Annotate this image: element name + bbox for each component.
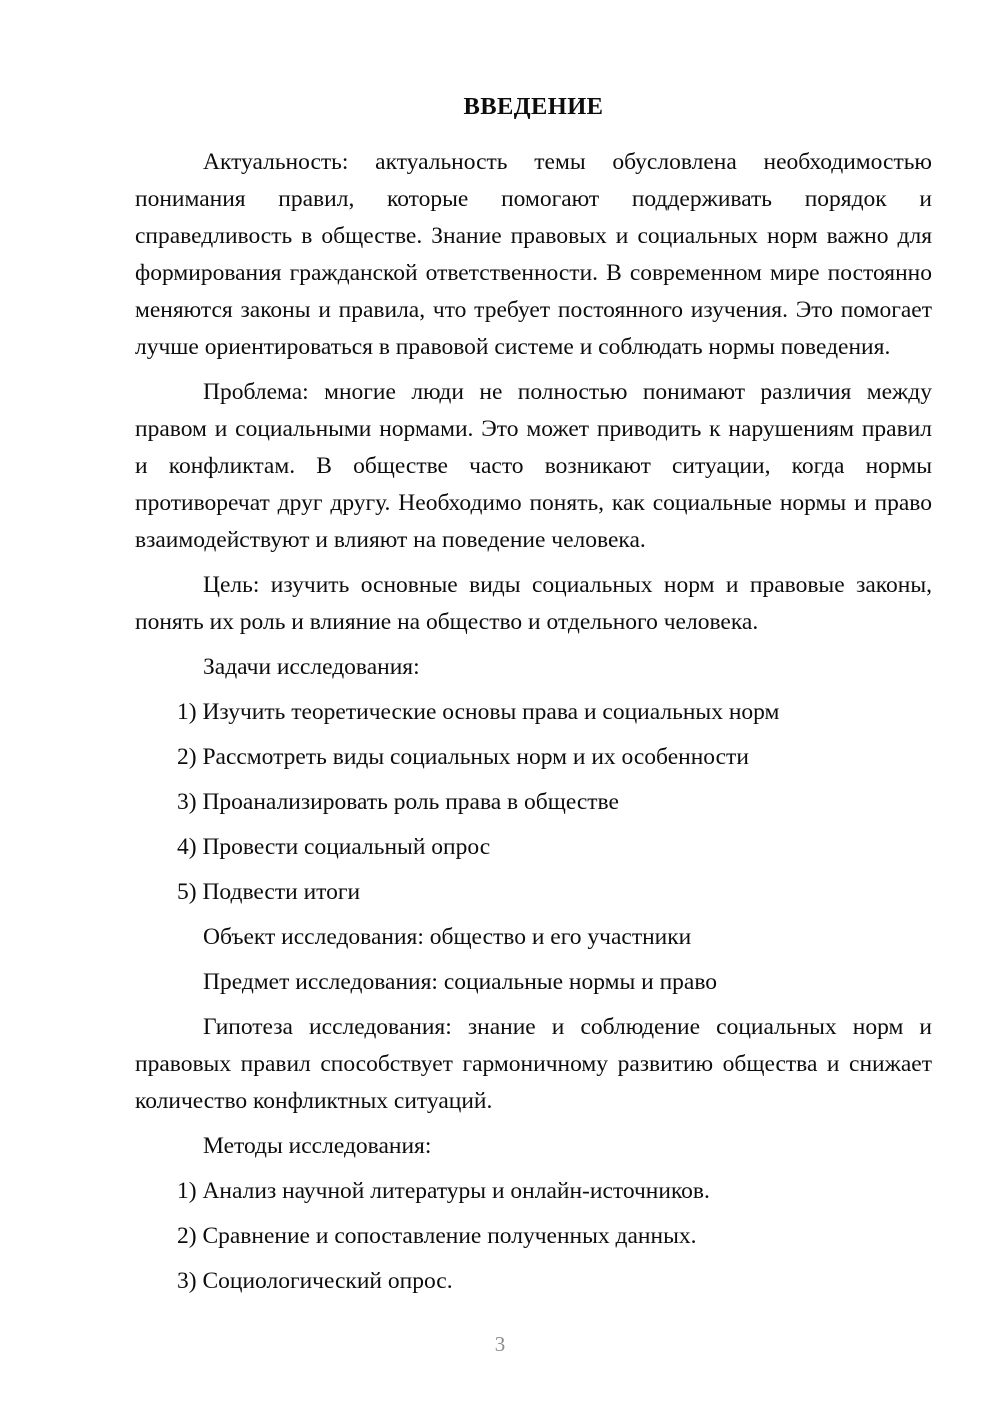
paragraph-goal: Цель: изучить основные виды социальных норм и правовые законы, понять их роль и влияние на общество и отдельного человека. xyxy=(135,572,932,635)
list-item: 3) Проанализировать роль права в обществе xyxy=(177,789,619,815)
list-item: 1) Анализ научной литературы и онлайн-источников. xyxy=(177,1178,710,1204)
paragraph-problem: Проблема: многие люди не полностью понимают различия между правом и социальными нормами. Это может приводить к нарушениям правил и конфликтам. В обществе часто возникают ситуации, когда нормы противоречат друг другу. Необходимо понять, как социальные нормы и право взаимодействуют и влияют на поведение человека. xyxy=(135,379,932,553)
paragraph-relevance: Актуальность: актуальность темы обусловлена необходимостью понимания правил, которые помогают поддерживать порядок и справедливость в обществе. Знание правовых и социальных норм важно для формирования гражданской ответственности. В современном мире постоянно меняются законы и правила, что требует постоянного изучения. Это помогает лучше ориентироваться в правовой системе и соблюдать нормы поведения. xyxy=(135,149,932,360)
document-text-block xyxy=(135,92,932,1308)
heading-tasks: Задачи исследования: xyxy=(203,654,420,680)
page-number: 3 xyxy=(494,1332,506,1356)
paragraph-object: Объект исследования: общество и его участники xyxy=(203,924,692,950)
list-item: 2) Рассмотреть виды социальных норм и их особенности xyxy=(177,744,749,770)
list-item: 4) Провести социальный опрос xyxy=(177,834,491,860)
heading-methods: Методы исследования: xyxy=(203,1133,432,1159)
page-title: ВВЕДЕНИЕ xyxy=(463,93,604,120)
list-item: 2) Сравнение и сопоставление полученных данных. xyxy=(177,1223,697,1249)
paragraph-subject: Предмет исследования: социальные нормы и право xyxy=(203,969,718,995)
list-item: 1) Изучить теоретические основы права и социальных норм xyxy=(177,699,780,725)
list-item: 5) Подвести итоги xyxy=(177,879,361,905)
paragraph-hypothesis: Гипотеза исследования: знание и соблюдение социальных норм и правовых правил способствует гармоничному развитию общества и снижает количество конфликтных ситуаций. xyxy=(135,1014,932,1114)
list-item: 3) Социологический опрос. xyxy=(177,1268,453,1294)
